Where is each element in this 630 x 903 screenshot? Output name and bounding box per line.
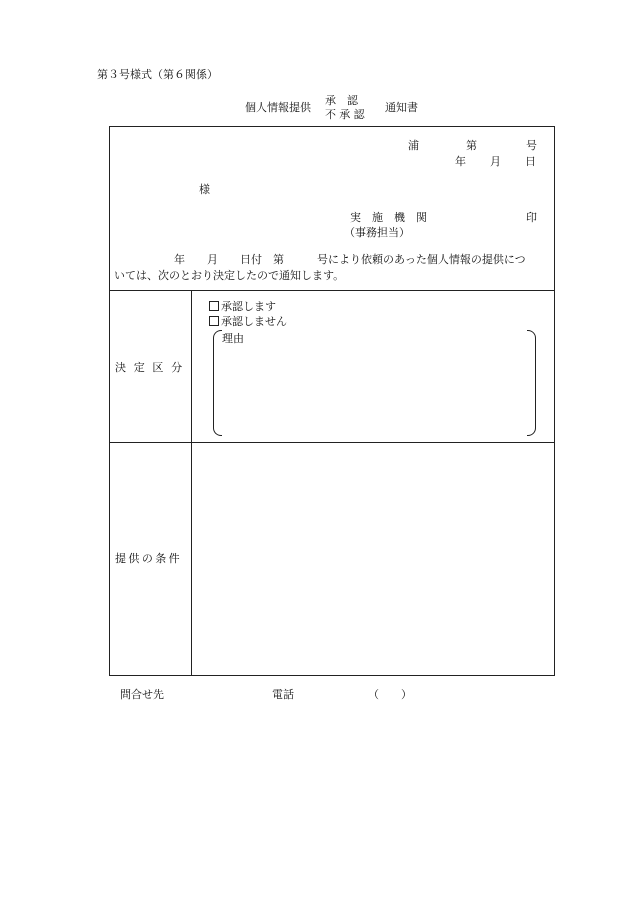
date-nen: 年 <box>455 155 466 168</box>
conditions-label <box>115 550 182 566</box>
date-tsuki: 月 <box>490 155 501 168</box>
title-prefix: 個人情報提供 <box>245 101 311 114</box>
document-title <box>245 92 465 124</box>
row-divider-2 <box>110 442 554 443</box>
issuer-gou: 号 <box>526 139 537 152</box>
office-label: （事務担当） <box>344 226 410 239</box>
title-approve: 承 認 <box>325 94 358 107</box>
reason-label: 理由 <box>222 332 244 345</box>
decision-label-text: 決定区分 <box>115 361 190 374</box>
phone-parentheses: （ ） <box>368 688 412 701</box>
row-divider-1 <box>110 290 554 291</box>
option-approve-label: 承認します <box>221 300 276 313</box>
checkbox-approve[interactable] <box>209 301 219 311</box>
addressee-suffix: 様 <box>199 183 210 196</box>
reason-bracket-right <box>527 330 536 436</box>
decision-label <box>115 359 190 375</box>
option-disapprove-label: 承認しません <box>221 315 287 328</box>
title-disapprove: 不承認 <box>325 108 368 121</box>
conditions-area[interactable] <box>196 447 548 669</box>
issuer-dai: 第 <box>466 139 477 152</box>
option-approve[interactable] <box>209 298 276 314</box>
reason-bracket-left <box>213 330 222 436</box>
date-hi: 日 <box>525 155 536 168</box>
reason-area[interactable] <box>222 345 522 431</box>
agency-label: 実 施 機 関 <box>350 211 427 224</box>
notice-body-line2: いては、次のとおり決定したので通知します。 <box>114 269 345 282</box>
issuer-ura: 浦 <box>408 139 419 152</box>
conditions-label-text: 提供の条件 <box>115 552 183 565</box>
form-table <box>109 126 555 676</box>
contact-label: 問合せ先 <box>120 688 164 701</box>
seal-mark: 印 <box>526 211 537 224</box>
checkbox-disapprove[interactable] <box>209 316 219 326</box>
notice-body-line1: 年 月 日付 第 号により依頼のあった個人情報の提供につ <box>174 253 526 266</box>
form-number: 第３号様式（第６関係） <box>97 68 218 81</box>
title-suffix: 通知書 <box>385 101 418 114</box>
column-divider <box>191 290 192 675</box>
phone-label: 電話 <box>272 688 294 701</box>
option-disapprove[interactable] <box>209 313 287 329</box>
